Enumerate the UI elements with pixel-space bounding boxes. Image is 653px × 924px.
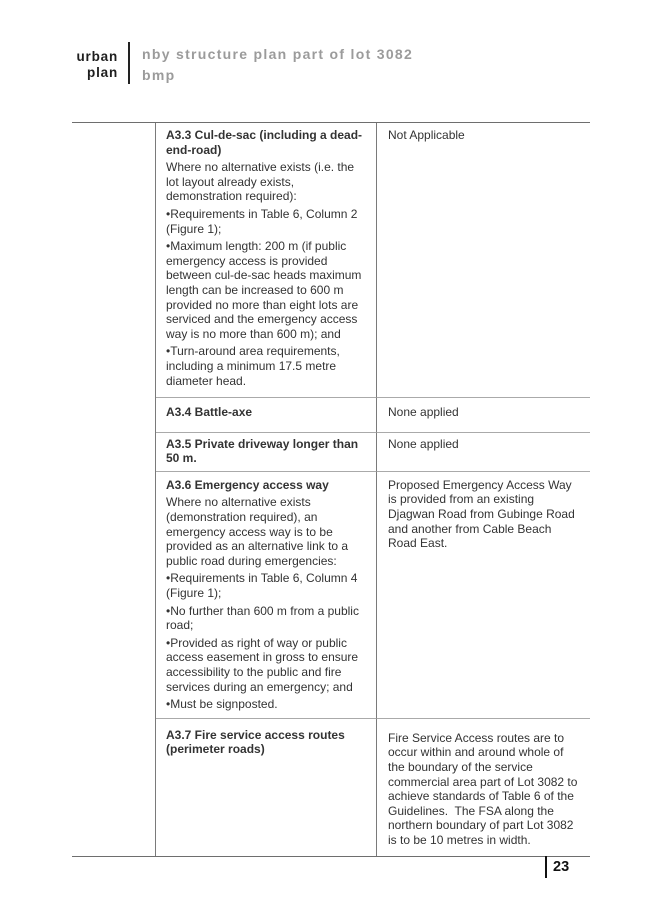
- requirement-bullet: •Requirements in Table 6, Column 2 (Figure 1);: [166, 206, 358, 236]
- table-cell-requirement: [156, 471, 377, 718]
- response-text: Proposed Emergency Access Way is provided from an existing Djagwan Road from Gubinge Road and another from Cable Beach Road East.: [377, 471, 590, 718]
- page-number: 23: [553, 859, 570, 875]
- document-title-line-1: nby structure plan part of lot 3082: [142, 46, 414, 62]
- requirement-bullet: •No further than 600 m from a public road;: [166, 603, 359, 633]
- table-cell-empty: [72, 397, 156, 432]
- table-cell-empty: [72, 123, 156, 397]
- compliance-table: [72, 122, 590, 857]
- table-cell-empty: [72, 718, 156, 856]
- table-row-a3-6: [72, 471, 590, 718]
- document-title: [142, 42, 413, 86]
- requirement-bullet: •Turn-around area requirements, including a minimum 17.5 metre diameter head.: [166, 344, 340, 388]
- table-cell-requirement: [156, 123, 377, 397]
- response-text: Fire Service Access routes are to occur within and around whole of the boundary of the service commercial area part of Lot 3082 to achieve standards of Table 6 of the Guidelines. The FSA along the northern boundary of part Lot 3082 is to be 10 metres in width.: [377, 718, 590, 856]
- header-divider: [128, 42, 130, 84]
- urban-plan-logo: [72, 42, 118, 81]
- requirement-text: Where no alternative exists (demonstration required), an emergency access way is to be provided as an alternative link to a public road during emergencies:: [166, 495, 349, 568]
- table-cell-empty: [72, 432, 156, 471]
- page-header: [72, 42, 413, 86]
- response-text: None applied: [377, 397, 590, 432]
- table-row-a3-4: [72, 397, 590, 432]
- table-cell-requirement: [156, 718, 377, 856]
- requirement-title: A3.6 Emergency access way: [166, 477, 329, 492]
- table-cell-empty: [72, 471, 156, 718]
- requirement-bullet: •Maximum length: 200 m (if public emergency access is provided between cul-de-sac heads maximum length can be increased to 600 m provided no more than eight lots are serviced and the emergency access way is no more than 600 m); and: [166, 239, 362, 341]
- response-text: None applied: [377, 432, 590, 471]
- logo-line-2: plan: [87, 65, 118, 80]
- page-footer: [545, 856, 569, 878]
- requirement-bullet: •Requirements in Table 6, Column 4 (Figure 1);: [166, 571, 358, 601]
- table-row-a3-5: [72, 432, 590, 471]
- requirement-title: A3.5 Private driveway longer than 50 m.: [166, 436, 359, 466]
- requirement-title: A3.3 Cul-de-sac (including a dead-end-road): [166, 128, 363, 157]
- table-cell-requirement: [156, 397, 377, 432]
- requirement-title: A3.7 Fire service access routes (perimeter roads): [166, 727, 345, 757]
- table-row-a3-3: [72, 123, 590, 397]
- requirement-text: Where no alternative exists (i.e. the lot layout already exists, demonstration required):: [166, 160, 355, 204]
- response-text: Not Applicable: [388, 128, 465, 142]
- table-row-a3-7: [72, 718, 590, 856]
- page-number-divider: [545, 856, 547, 878]
- requirement-bullet: •Must be signposted.: [166, 697, 278, 712]
- document-title-line-2: bmp: [142, 67, 176, 83]
- logo-line-1: urban: [76, 49, 118, 64]
- requirement-title: A3.4 Battle-axe: [166, 405, 253, 420]
- table-cell-requirement: [156, 432, 377, 471]
- requirement-bullet: •Provided as right of way or public access easement in gross to ensure accessibility to the public and fire services during an emergency; and: [166, 635, 359, 694]
